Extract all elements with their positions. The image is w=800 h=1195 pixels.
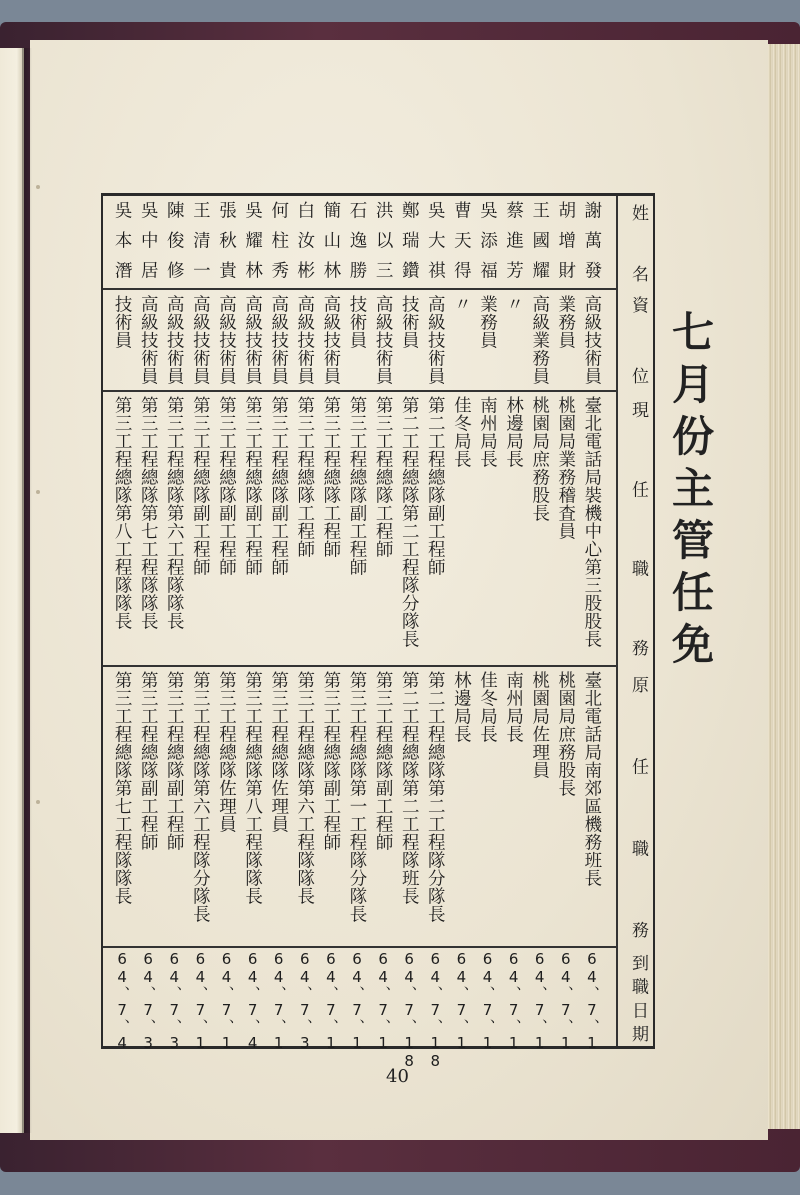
cell-date: 64、7、1 [348,950,366,1052]
cell-current: 第三工程總隊副工程師 [347,396,367,576]
cell-former: 第三工程總隊第六工程隊隊長 [294,671,315,905]
cell-former: 第三工程總隊佐理員 [216,671,237,833]
cell-former: 第三工程總隊副工程師 [138,671,159,851]
header-current-post: 現任職務 [628,401,648,656]
cell-current: 第三工程總隊副工程師 [268,396,289,576]
header-separator [616,196,618,1046]
cell-qual: 高級技術員 [581,295,602,385]
cell-date: 64、7、1 [582,950,601,1052]
cell-former: 第三工程總隊副工程師 [320,671,341,851]
cell-former: 林邊局長 [451,671,472,743]
cell-former: 桃園局庶務股長 [555,671,576,797]
cell-date: 64、7、1 [452,950,471,1052]
cell-current: 第三工程總隊工程師 [320,396,341,558]
cell-former: 第三工程總隊副工程師 [373,671,394,851]
cell-qual: 高級業務員 [529,295,550,385]
cell-date: 64、7、1 [374,950,393,1052]
cell-qual: 業務員 [555,295,576,349]
cell-current: 第三工程總隊第六工程隊隊長 [164,396,185,630]
cell-qual: 高級技術員 [373,295,394,385]
cell-qual: 技術員 [112,295,133,349]
cell-name: 吳大祺 [425,201,446,279]
cell-date: 64、7、3 [295,950,314,1052]
cell-name: 吳中居 [138,201,159,279]
cell-qual: 高級技術員 [268,295,289,385]
cell-date: 64、7、18 [400,950,419,1070]
cell-qual: 高級技術員 [138,295,159,385]
cell-name: 吳添福 [477,201,498,279]
cell-current: 第三工程總隊副工程師 [242,396,263,576]
cell-date: 64、7、3 [165,950,184,1052]
cell-qual: 技術員 [347,295,367,349]
cell-name: 陳俊修 [164,201,185,279]
cell-former: 第三工程總隊第六工程隊分隊長 [190,671,211,923]
cell-name: 洪以三 [373,201,394,279]
cell-current: 第三工程總隊工程師 [373,396,394,558]
cell-name: 胡增財 [555,201,576,279]
cell-qual: 高級技術員 [320,295,341,385]
cell-current: 桃園局庶務股長 [529,396,550,522]
cell-former: 佳冬局長 [477,671,498,743]
cell-date: 64、7、1 [478,950,497,1052]
cell-name: 吳本潛 [112,201,133,279]
cell-date: 64、7、1 [530,950,549,1052]
cell-date: 64、7、1 [321,950,340,1052]
cell-name: 石逸勝 [347,201,367,279]
page-number: 40 [386,1066,409,1087]
cell-name: 吳耀林 [242,201,263,279]
header-name: 姓名 [628,204,648,282]
cell-former: 臺北電話局南郊區機務班長 [581,671,602,887]
spine-shadow [22,48,32,1133]
page-title: 七月份主管任免 [666,310,715,674]
row-separator [103,946,616,948]
cell-date: 64、7、1 [217,950,236,1052]
cell-qual: 高級技術員 [242,295,263,385]
cell-qual: 高級技術員 [164,295,185,385]
cell-qual: 高級技術員 [216,295,237,385]
cell-date: 64、7、1 [191,950,210,1052]
cell-current: 佳冬局長 [451,396,472,468]
cell-name: 白汝彬 [294,201,315,279]
binding-hole [36,800,40,804]
cell-date: 64、7、1 [556,950,575,1052]
cell-qual: 業務員 [477,295,498,349]
cell-former: 桃園局佐理員 [529,671,550,779]
cell-former: 第二工程總隊第二工程隊分隊長 [425,671,446,923]
header-former-post: 原任職務 [628,676,648,938]
cell-current: 南州局長 [477,396,498,468]
cell-current: 臺北電話局裝機中心第三股股長 [581,396,602,648]
cell-current: 第三工程總隊副工程師 [190,396,211,576]
cell-date: 64、7、3 [139,950,158,1052]
cell-qual: 高級技術員 [190,295,211,385]
cell-current: 第三工程總隊工程師 [294,396,315,558]
cell-name: 王國耀 [529,201,550,279]
cell-name: 謝萬發 [581,201,602,279]
cell-date: 64、7、4 [243,950,262,1052]
cell-current: 林邊局長 [503,396,524,468]
header-qualification: 資位 [628,296,648,384]
row-separator [103,288,616,290]
cell-former: 第三工程總隊副工程師 [164,671,185,851]
row-separator [103,390,616,392]
cell-name: 鄭瑞鑽 [399,201,420,279]
cell-current: 第三工程總隊第七工程隊隊長 [138,396,159,630]
header-start-date: 到職日期 [628,954,648,1042]
cell-date: 64、7、1 [504,950,523,1052]
cell-name: 曹天得 [451,201,472,279]
cell-current: 第二工程總隊第二工程隊分隊長 [399,396,420,648]
cell-date: 64、7、1 [269,950,288,1052]
cell-current: 第三工程總隊第八工程隊隊長 [112,396,133,630]
binding-hole [36,185,40,189]
cell-former: 第三工程總隊佐理員 [268,671,289,833]
cell-qual: 〃 [503,295,524,313]
cell-name: 何柱秀 [268,201,289,279]
cell-name: 簡山林 [320,201,341,279]
cell-name: 王清一 [190,201,211,279]
cell-former: 第三工程總隊第七工程隊隊長 [112,671,133,905]
previous-page-edge [0,48,24,1133]
cell-current: 第二工程總隊副工程師 [425,396,446,576]
cell-qual: 〃 [451,295,472,313]
cell-qual: 技術員 [399,295,420,349]
cell-qual: 高級技術員 [425,295,446,385]
cell-date: 64、7、18 [426,950,445,1070]
cell-name: 張秋貴 [216,201,237,279]
cell-current: 桃園局業務稽査員 [555,396,576,540]
cell-former: 第三工程總隊第一工程隊分隊長 [347,671,367,923]
cell-name: 蔡進芳 [503,201,524,279]
row-separator [103,665,616,667]
binding-hole [36,490,40,494]
cell-qual: 高級技術員 [294,295,315,385]
cell-former: 第三工程總隊第八工程隊隊長 [242,671,263,905]
cell-former: 第二工程總隊第二工程隊班長 [399,671,420,905]
cell-date: 64、7、4 [113,950,132,1052]
cell-former: 南州局長 [503,671,524,743]
cell-current: 第三工程總隊副工程師 [216,396,237,576]
